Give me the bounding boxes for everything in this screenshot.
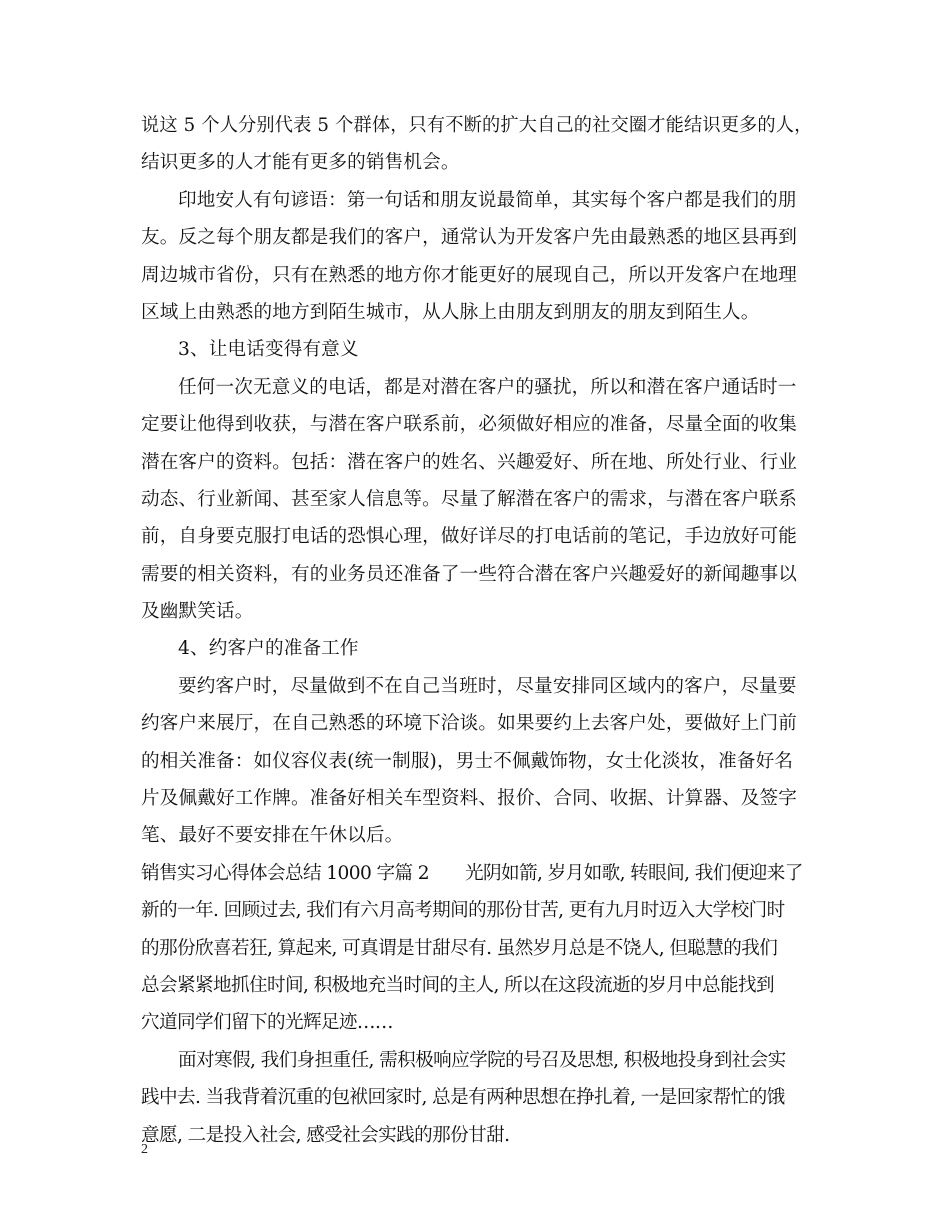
text-line: 笔、最好不要安排在午休以后。 [141, 825, 404, 847]
text-line: 说这 5 个人分别代表 5 个群体，只有不断的扩大自己的社交圈才能结识更多的人， [141, 115, 813, 136]
text-line: 结识更多的人才能有更多的销售机会。 [141, 152, 460, 174]
text-line: 4、约客户的准备工作 [178, 638, 359, 660]
text-line: 友。反之每个朋友都是我们的客户，通常认为开发客户先由最熟悉的地区县再到 [141, 227, 798, 249]
text-line: 区域上由熟悉的地方到陌生城市，从人脉上由朋友到朋友的朋友到陌生人。 [141, 301, 760, 323]
text-line: 约客户来展厅，在自己熟悉的环境下洽谈。如果要约上去客户处，要做好上门前 [141, 713, 798, 735]
text-line: 前，自身要克服打电话的恐惧心理，做好详尽的打电话前的笔记，手边放好可能 [141, 526, 798, 548]
text-line: 及幽默笑话。 [141, 601, 254, 623]
text-line: 3、让电话变得有意义 [178, 339, 359, 361]
text-line: 意愿, 二是投入社会, 感受社会实践的那份甘甜. [141, 1124, 510, 1146]
text-line: 动态、行业新闻、甚至家人信息等。尽量了解潜在客户的需求，与潜在客户联系 [141, 488, 798, 510]
text-line: 要约客户时，尽量做到不在自己当班时，尽量安排同区域内的客户，尽量要 [178, 675, 797, 697]
page-number: 2 [141, 1142, 148, 1157]
text-line: 的那份欣喜若狂, 算起来, 可真谓是甘甜尽有. 虽然岁月总是不饶人, 但聪慧的我们 [141, 937, 778, 959]
text-line: 的相关准备：如仪容仪表(统一制服)，男士不佩戴饰物，女士化淡妆，准备好名 [141, 750, 794, 772]
text-line: 任何一次无意义的电话，都是对潜在客户的骚扰，所以和潜在客户通话时一 [178, 376, 797, 398]
text-line: 践中去. 当我背着沉重的包袱回家时, 总是有两种思想在挣扎着, 一是回家帮忙的饿 [141, 1087, 785, 1109]
text-line: 片及佩戴好工作牌。准备好相关车型资料、报价、合同、收据、计算器、及签字 [141, 788, 798, 810]
text-line: 需要的相关资料，有的业务员还准备了一些符合潜在客户兴趣爱好的新闻趣事以 [141, 563, 798, 585]
document-body [141, 107, 813, 1154]
text-line: 销售实习心得体会总结 1000 字篇 2 光阴如箭, 岁月如歌, 转眼间, 我们便迎来了 [141, 862, 803, 884]
text-line: 周边城市省份，只有在熟悉的地方你才能更好的展现自己，所以开发客户在地理 [141, 264, 798, 286]
text-line: 面对寒假, 我们身担重任, 需积极响应学院的号召及思想, 积极地投身到社会实 [178, 1049, 786, 1071]
text-line: 定要让他得到收获，与潜在客户联系前，必须做好相应的准备，尽量全面的收集 [141, 414, 798, 436]
text-line: 总会紧紧地抓住时间, 积极地充当时间的主人, 所以在这段流逝的岁月中总能找到 [141, 974, 775, 996]
text-line: 印地安人有句谚语：第一句话和朋友说最简单，其实每个客户都是我们的朋 [178, 189, 797, 211]
text-line: 穴道同学们留下的光辉足迹…… [141, 1012, 393, 1034]
text-line: 潜在客户的资料。包括：潜在客户的姓名、兴趣爱好、所在地、所处行业、行业 [141, 451, 798, 473]
text-line: 新的一年. 回顾过去, 我们有六月高考期间的那份甘苦, 更有九月时迈入大学校门时 [141, 900, 785, 922]
